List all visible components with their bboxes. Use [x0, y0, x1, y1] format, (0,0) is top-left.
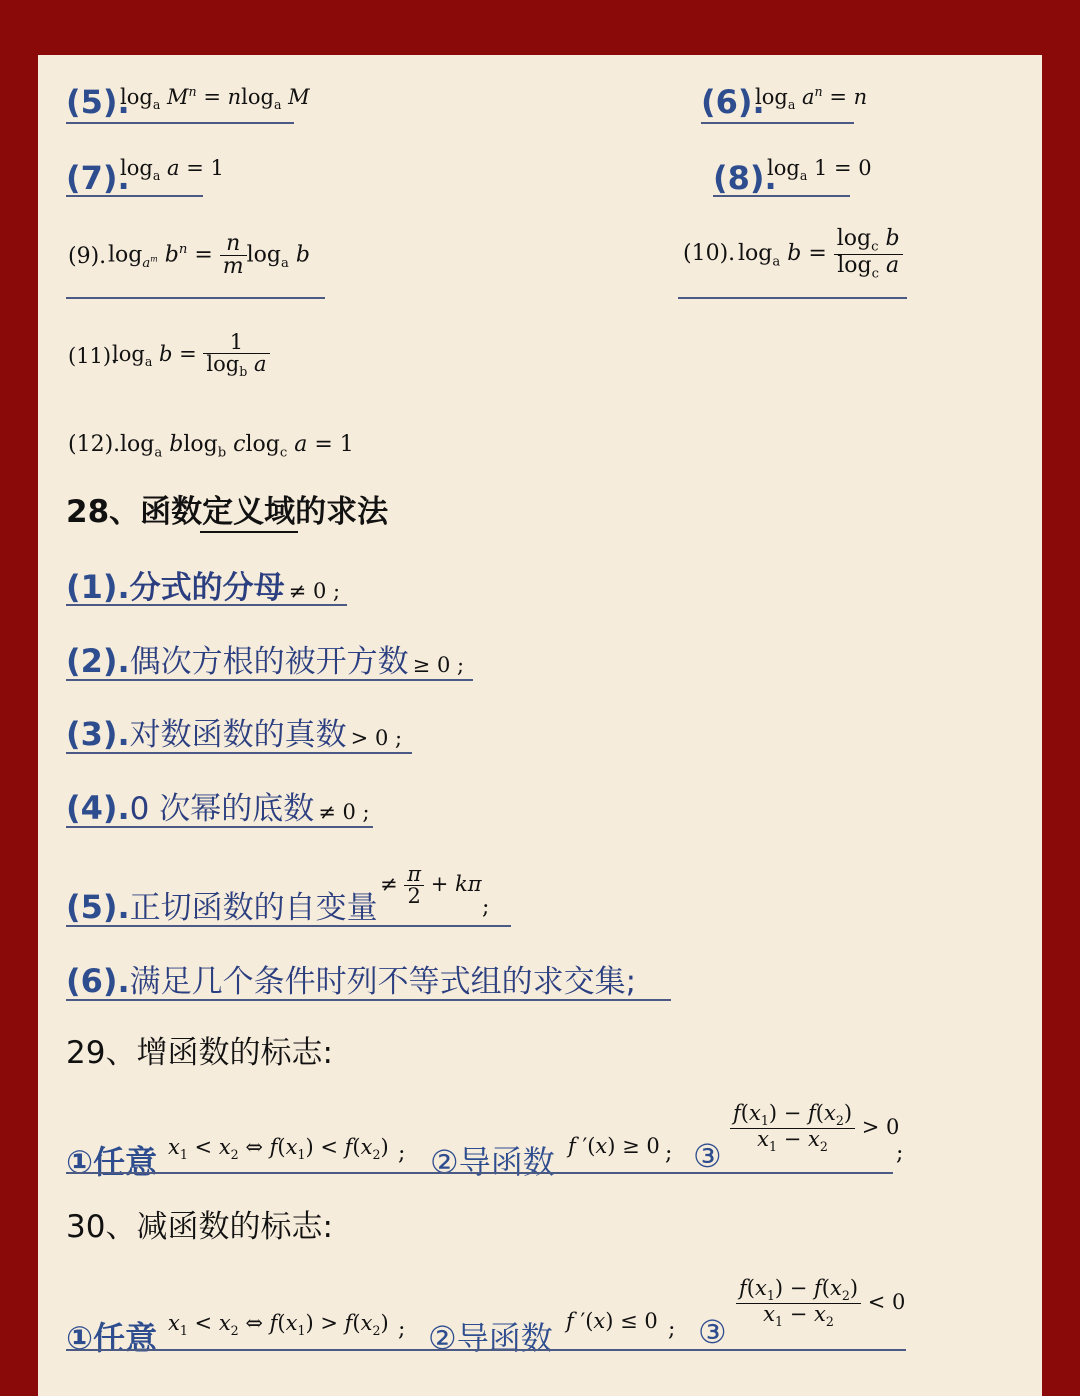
criterion-3 [693, 1137, 722, 1175]
criterion-2 [430, 1137, 555, 1183]
underline [66, 604, 347, 606]
rule-10-formula: $\log_a b$ = $\frac{\log_c b}{\log_c a}$ [738, 228, 903, 280]
item-text: 偶次方根的被开方数 [129, 644, 409, 680]
item-label: (1). [66, 568, 130, 606]
item-condition: ≥ 0 ; [412, 653, 465, 677]
item-text: 0 次幂的底数 [129, 791, 315, 827]
criterion-2-label: ②导函数 [430, 1143, 555, 1181]
criterion-1-label: ①任意 [66, 1143, 158, 1181]
rule-8-formula: $\log_a 1 = 0$ [767, 156, 872, 184]
domain-item-6 [66, 962, 637, 1000]
rule-12 [68, 434, 120, 456]
underline [701, 122, 854, 124]
underline [66, 925, 511, 927]
underline [66, 195, 203, 197]
underline [66, 826, 373, 828]
criterion-3-formula: $\frac{f(x_1) - f(x_2)}{x_1 - x_2}$ < 0 [736, 1278, 905, 1329]
rule-11 [68, 346, 118, 367]
criterion-2-formula: f ′(x) ≥ 0 [568, 1134, 660, 1158]
criterion-2-label: ②导函数 [428, 1319, 553, 1357]
item-condition: ≠ 0 ; [288, 579, 341, 603]
separator: ; [668, 1317, 676, 1342]
domain-item-5 [66, 888, 378, 926]
underline [66, 1349, 906, 1351]
separator: ; [665, 1141, 673, 1166]
section-30-heading: 30、减函数的标志: [66, 1209, 333, 1245]
domain-item-2 [66, 642, 465, 680]
item-text: 正切函数的自变量 [129, 890, 378, 926]
criterion-2 [428, 1313, 553, 1359]
criterion-2-formula: f ′(x) ≤ 0 [566, 1309, 658, 1333]
rule-label: (8). [713, 159, 777, 197]
underline [66, 1172, 893, 1174]
separator: ; [896, 1141, 904, 1166]
item-label: (2). [66, 642, 130, 680]
underline [713, 195, 850, 197]
criterion-3 [698, 1313, 727, 1351]
heading-underline [200, 531, 298, 533]
separator: ; [398, 1141, 406, 1166]
underline [66, 122, 294, 124]
item-condition: ; [482, 895, 490, 920]
increasing-criteria [66, 1137, 157, 1183]
item-label: (6). [66, 962, 130, 1000]
rule-7-formula: $\log_a a = 1$ [120, 156, 224, 184]
section-28-heading: 28、函数定义域的求法 [66, 494, 389, 530]
rule-12-formula: $\log_a blog_b$ clog$_c$ a = 1 [120, 432, 354, 461]
domain-item-4 [66, 789, 370, 827]
rule-5-formula: $\log_a M^n = nlog_a$ M [120, 84, 310, 113]
item-condition: > 0 ; [350, 726, 403, 750]
rule-label: (7). [66, 159, 130, 197]
rule-label: (10). [683, 241, 736, 266]
item-label: (4). [66, 789, 130, 827]
criterion-3-label: ③ [693, 1137, 722, 1175]
criterion-3-label: ③ [698, 1313, 727, 1351]
criterion-1-formula: $x_1 < x_2$ ⇔ $f(x_1) < f(x_2)$ [168, 1135, 389, 1163]
rule-label: (6). [701, 83, 765, 121]
item-label: (5). [66, 888, 130, 926]
item-label: (3). [66, 715, 130, 753]
separator: ; [398, 1317, 406, 1342]
rule-label: (11). [68, 344, 118, 368]
rule-9-formula: $\log_{a^m} b^n$ = $\frac{n}{m}$ $\log_a b$ [108, 231, 310, 279]
underline [66, 752, 412, 754]
item-text: 对数函数的真数 [129, 717, 347, 753]
criterion-1-formula: $x_1 < x_2$ ⇔ $f(x_1) > f(x_2)$ [168, 1311, 389, 1339]
section-29-heading: 29、增函数的标志: [66, 1035, 333, 1071]
underline [66, 679, 473, 681]
criterion-1-label: ①任意 [66, 1319, 158, 1357]
underline [66, 999, 671, 1001]
domain-item-1 [66, 568, 341, 606]
rule-label: (5). [66, 83, 130, 121]
criterion-3-formula: $\frac{f(x_1) - f(x_2)}{x_1 - x_2}$ > 0 [730, 1103, 899, 1154]
rule-6-formula: $\log_a a^n = n$ [755, 84, 868, 113]
decreasing-criteria [66, 1313, 157, 1359]
item-text: 分式的分母 [129, 570, 285, 606]
rule-11-formula: $\log_a b$ = $\frac{1}{\log_b a}$ [112, 332, 270, 379]
rule-9 [68, 246, 106, 268]
item-condition: ≠ 0 ; [318, 800, 370, 824]
rule-label: (9). [68, 244, 107, 269]
rule-10 [683, 243, 735, 265]
underline [678, 297, 907, 299]
underline [66, 297, 325, 299]
item-text: 满足几个条件时列不等式组的求交集; [129, 964, 637, 1000]
domain-item-3 [66, 715, 403, 753]
tangent-condition: ≠ $\frac{\pi}{2}$ + kπ [380, 862, 482, 908]
rule-label: (12). [68, 432, 121, 457]
